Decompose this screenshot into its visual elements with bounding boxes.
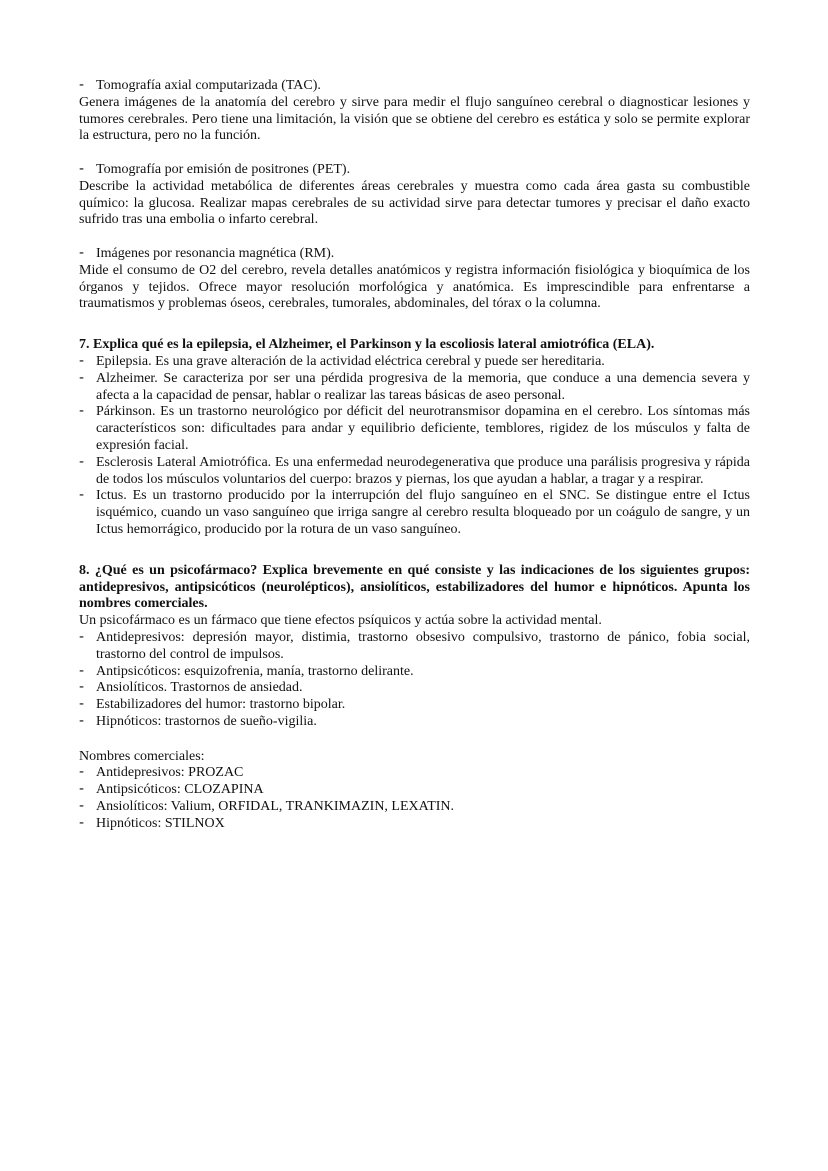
list-item: - Antidepresivos: depresión mayor, distimia, trastorno obsesivo compulsivo, trastorno de pánico, fobia social, trastorno del control de impulsos. (79, 630, 750, 664)
section-pet (79, 162, 750, 229)
list-item: - Antipsicóticos: esquizofrenia, manía, trastorno delirante. (79, 664, 750, 681)
list-item: - Antipsicóticos: CLOZAPINA (79, 782, 750, 799)
section-body-tac: Genera imágenes de la anatomía del cerebro y sirve para medir el flujo sanguíneo cerebral o diagnosticar lesiones y tumores cerebrales. Pero tiene una limitación, la visión que se obtiene del cerebro es estática y solo se permite explorar la estructura, pero no la función. (79, 94, 750, 144)
list-item: - Ictus. Es un trastorno producido por la interrupción del flujo sanguíneo en el SNC. Se distingue entre el Ictus isquémico, cuando un vaso sanguíneo que irriga sangre al cerebro resulta bloqueado por un coágulo de sangre, y un Ictus hemorrágico, producido por la rotura de un vaso sanguíneo. (79, 488, 750, 538)
document-page (79, 78, 750, 833)
list-item: - Hipnóticos: STILNOX (79, 816, 750, 833)
list-item: - Párkinson. Es un trastorno neurológico por déficit del neurotransmisor dopamina en el cerebro. Los síntomas más característicos son: dificultades para andar y equilibrio deficiente, temblores, rigidez de los músculos y falta de expresión facial. (79, 404, 750, 454)
question-7-heading: 7. Explica qué es la epilepsia, el Alzheimer, el Parkinson y la escoliosis lateral amiotrófica (ELA). (79, 337, 655, 353)
section-rm (79, 246, 750, 313)
question-8-heading: 8. ¿Qué es un psicofármaco? Explica brevemente en qué consiste y las indicaciones de los siguientes grupos: antidepresivos, antipsicóticos (neurolépticos), ansiolíticos, estabilizadores del humor e hipnóticos. Apunta los nombres comerciales. (79, 562, 750, 612)
question-8 (79, 563, 750, 833)
section-tac (79, 78, 750, 145)
list-item: - Ansiolíticos: Valium, ORFIDAL, TRANKIMAZIN, LEXATIN. (79, 799, 750, 816)
commercial-names-list (79, 765, 750, 832)
section-body-pet: Describe la actividad metabólica de diferentes áreas cerebrales y muestra como cada área gasta su combustible químico: la glucosa. Realizar mapas cerebrales de su actividad sirve para detectar tumores y precisar el daño exacto sufrido tras una embolia o infarto cerebral. (79, 178, 750, 228)
drug-indication-list (79, 630, 750, 731)
section-body-rm: Mide el consumo de O2 del cerebro, revela detalles anatómicos y registra información fisiológica y bioquímica de los órganos y tejidos. Ofrece mayor resolución morfológica y anatómica. Es imprescindible para enfrentarse a traumatismos y problemas óseos, cerebrales, tumorales, abdominales, del tórax o la columna. (79, 262, 750, 312)
list-item: - Estabilizadores del humor: trastorno bipolar. (79, 697, 750, 714)
list-item: - Antidepresivos: PROZAC (79, 765, 750, 782)
section-title-pet: - Tomografía por emisión de positrones (PET). (79, 162, 750, 179)
list-item: - Epilepsia. Es una grave alteración de la actividad eléctrica cerebral y puede ser hereditaria. (79, 354, 750, 371)
section-title-tac: - Tomografía axial computarizada (TAC). (79, 78, 750, 95)
disease-list (79, 354, 750, 539)
question-8-intro: Un psicofármaco es un fármaco que tiene efectos psíquicos y actúa sobre la actividad mental. (79, 613, 602, 629)
list-item: - Esclerosis Lateral Amiotrófica. Es una enfermedad neurodegenerativa que produce una parálisis progresiva y rápida de todos los músculos voluntarios del cuerpo: brazos y piernas, los que ayudan a hablar, a tragar y a respirar. (79, 455, 750, 489)
section-title-rm: - Imágenes por resonancia magnética (RM). (79, 246, 750, 263)
question-7 (79, 337, 750, 539)
list-item: - Hipnóticos: trastornos de sueño-vigilia. (79, 714, 750, 731)
list-item: - Alzheimer. Se caracteriza por ser una pérdida progresiva de la memoria, que conduce a una demencia severa y afecta a la capacidad de pensar, hablar o realizar las tareas básicas de aseo personal. (79, 371, 750, 405)
list-item: - Ansiolíticos. Trastornos de ansiedad. (79, 680, 750, 697)
commercial-names-label: Nombres comerciales: (79, 748, 205, 764)
